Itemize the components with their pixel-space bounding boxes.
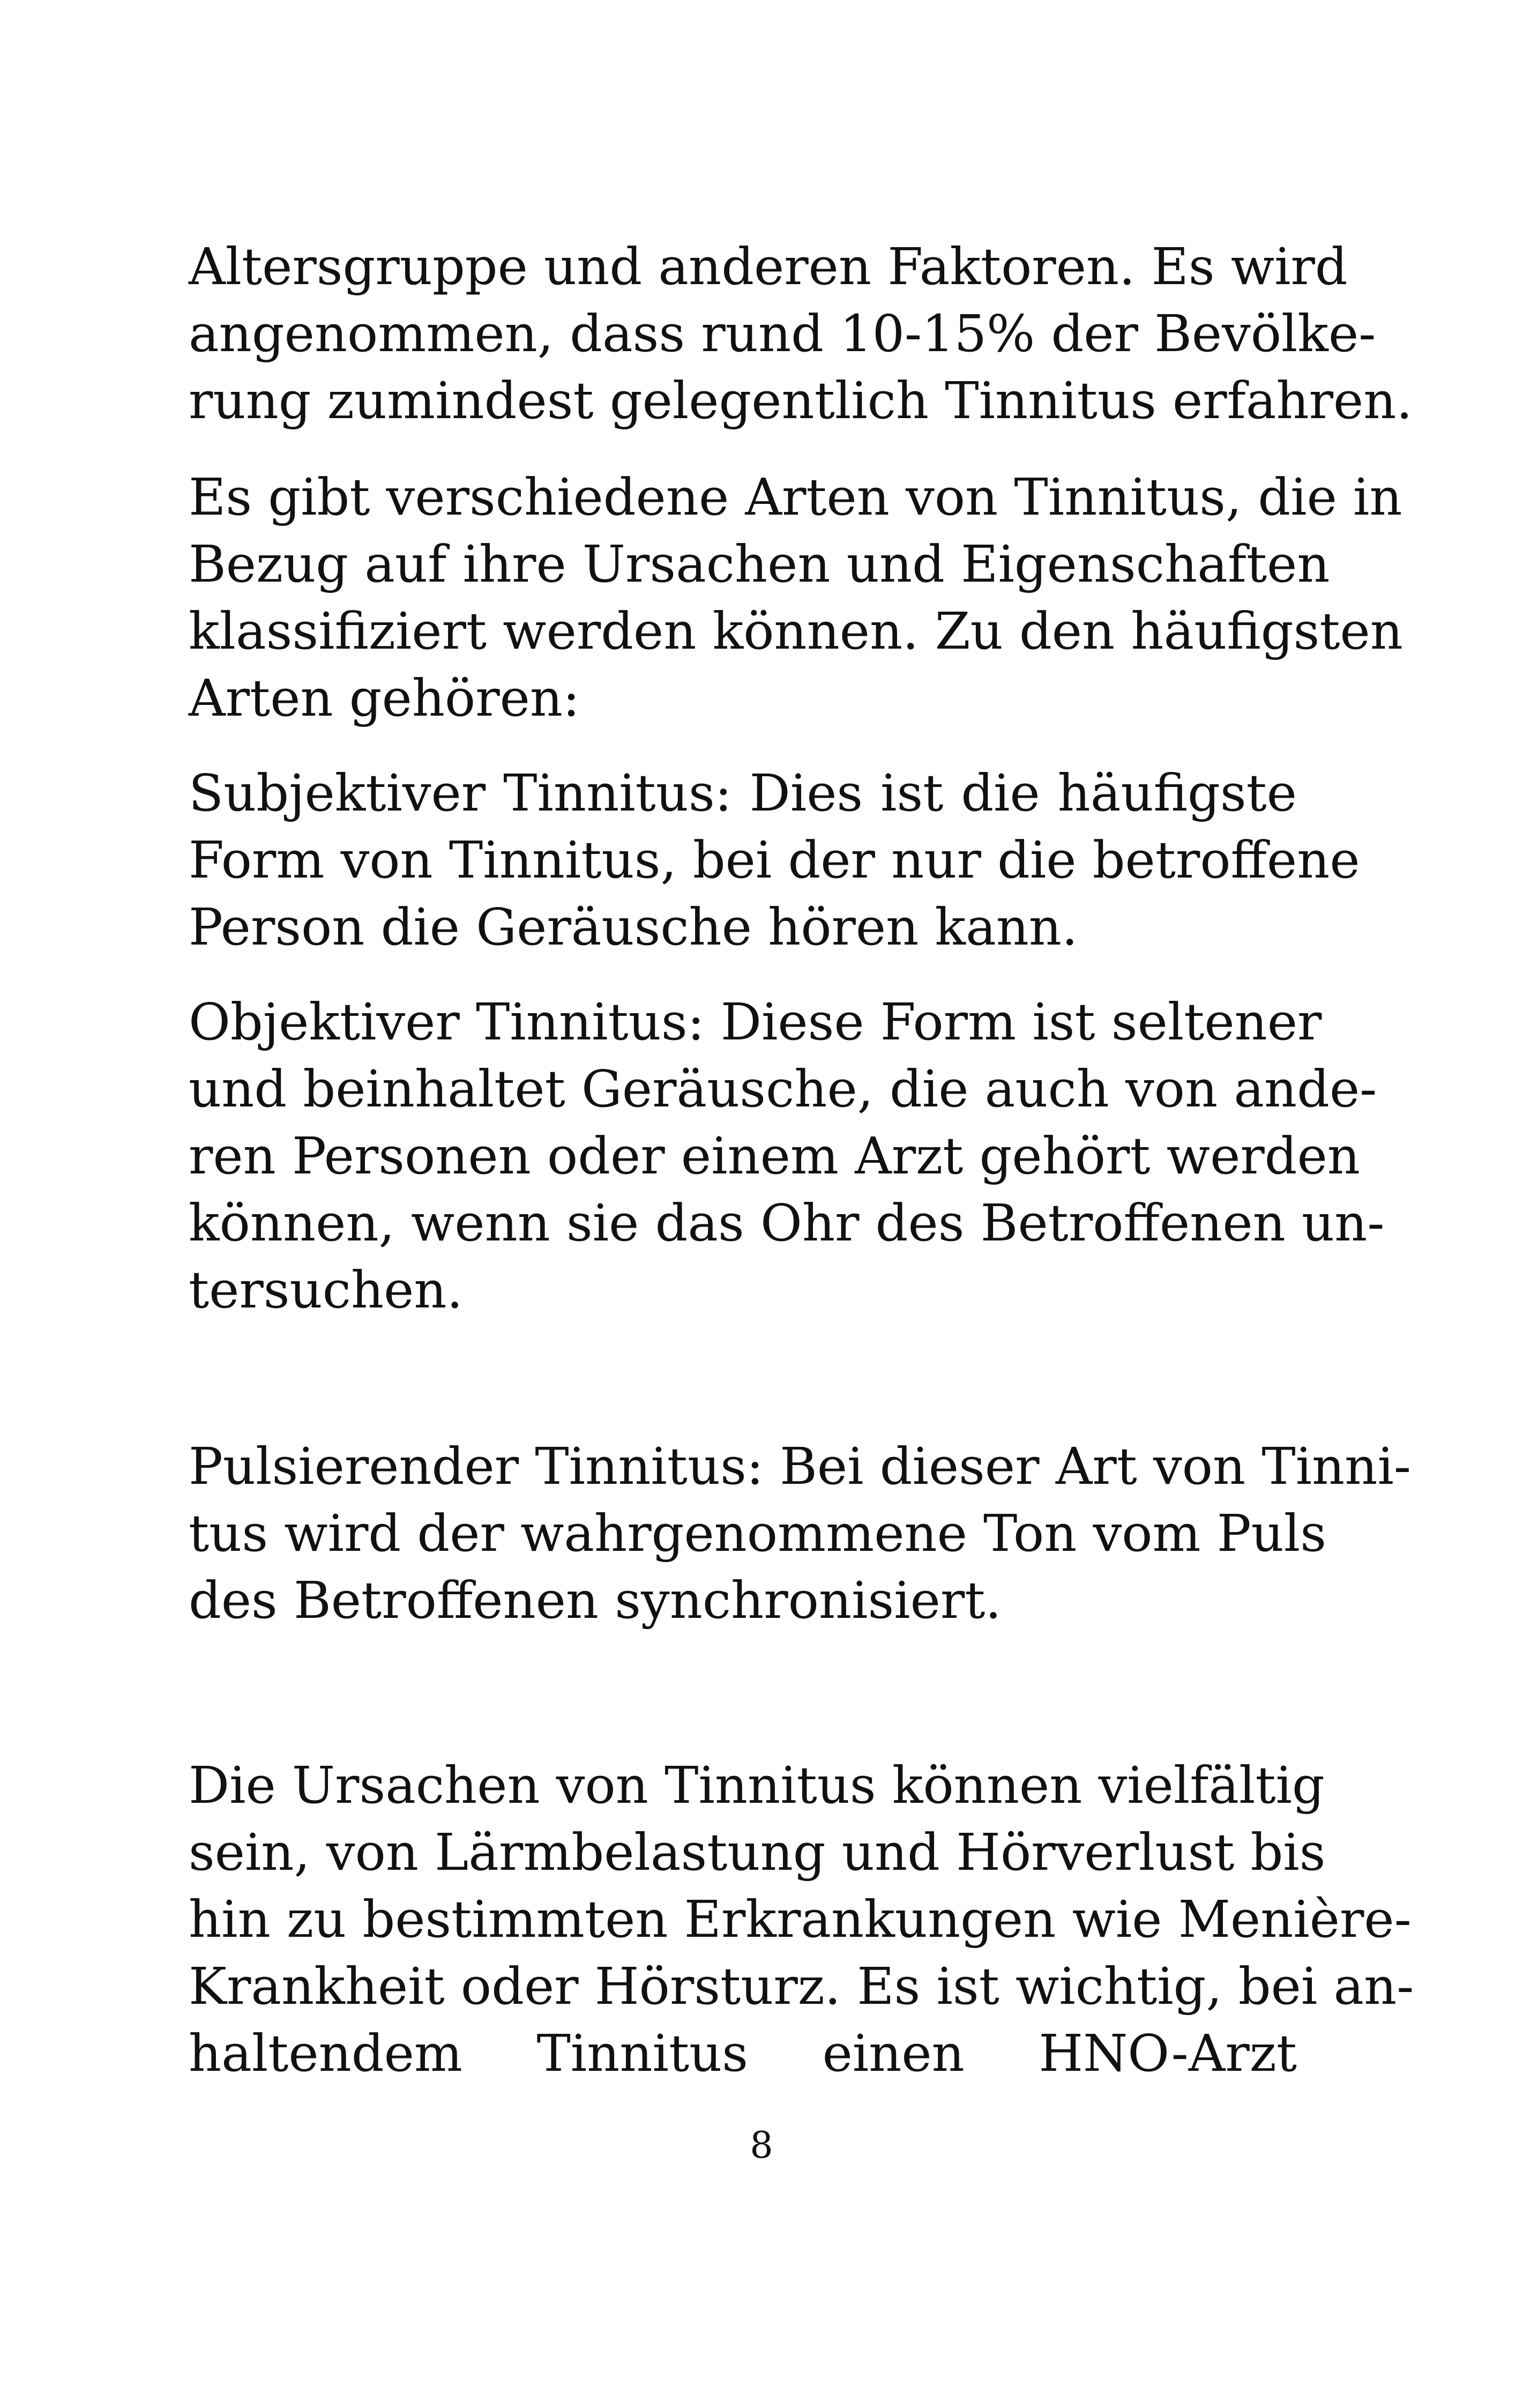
text-line: rung zumindest gelegentlich Tinnitus erfahren. xyxy=(189,371,1413,430)
text-line: angenommen, dass rund 10-15% der Bevölke- xyxy=(189,304,1376,363)
text-line: sein, von Lärmbelastung und Hörverlust bis xyxy=(189,1823,1326,1882)
paragraph-pulsatile-tinnitus xyxy=(189,1433,1411,1634)
text-line: Die Ursachen von Tinnitus können vielfältig xyxy=(189,1756,1325,1815)
text-line: tersuchen. xyxy=(189,1261,463,1320)
text-line: haltendem Tinnitus einen HNO-Arzt xyxy=(189,2024,1297,2083)
text-line: des Betroffenen synchronisiert. xyxy=(189,1571,1002,1630)
text-line: tus wird der wahrgenommene Ton vom Puls xyxy=(189,1504,1326,1563)
text-line: klassifiziert werden können. Zu den häufigsten xyxy=(189,602,1403,661)
text-line: Arten gehören: xyxy=(189,669,580,728)
paragraph-objective-tinnitus xyxy=(189,989,1385,1324)
text-line: Pulsierender Tinnitus: Bei dieser Art von Tinni- xyxy=(189,1437,1411,1496)
text-line: Objektiver Tinnitus: Diese Form ist seltener xyxy=(189,993,1322,1052)
paragraph-subjective-tinnitus xyxy=(189,760,1360,961)
page-number: 8 xyxy=(750,2124,773,2167)
paragraph-prevalence xyxy=(189,234,1413,435)
text-line: und beinhaltet Geräusche, die auch von ande- xyxy=(189,1060,1377,1119)
text-line: können, wenn sie das Ohr des Betroffenen un- xyxy=(189,1194,1385,1253)
text-line: Person die Geräusche hören kann. xyxy=(189,898,1078,957)
text-line: hin zu bestimmten Erkrankungen wie Menière- xyxy=(189,1890,1412,1949)
text-line: Altersgruppe und anderen Faktoren. Es wird xyxy=(189,237,1348,296)
text-line: Es gibt verschiedene Arten von Tinnitus, die in xyxy=(189,468,1402,527)
text-line: Bezug auf ihre Ursachen und Eigenschaften xyxy=(189,535,1330,594)
text-line: ren Personen oder einem Arzt gehört werden xyxy=(189,1127,1360,1186)
paragraph-causes xyxy=(189,1752,1414,2087)
text-line: Form von Tinnitus, bei der nur die betroffene xyxy=(189,831,1360,890)
text-line: Subjektiver Tinnitus: Dies ist die häufigste xyxy=(189,764,1297,823)
paragraph-types-intro xyxy=(189,464,1403,732)
text-line: Krankheit oder Hörsturz. Es ist wichtig, bei an- xyxy=(189,1957,1414,2016)
